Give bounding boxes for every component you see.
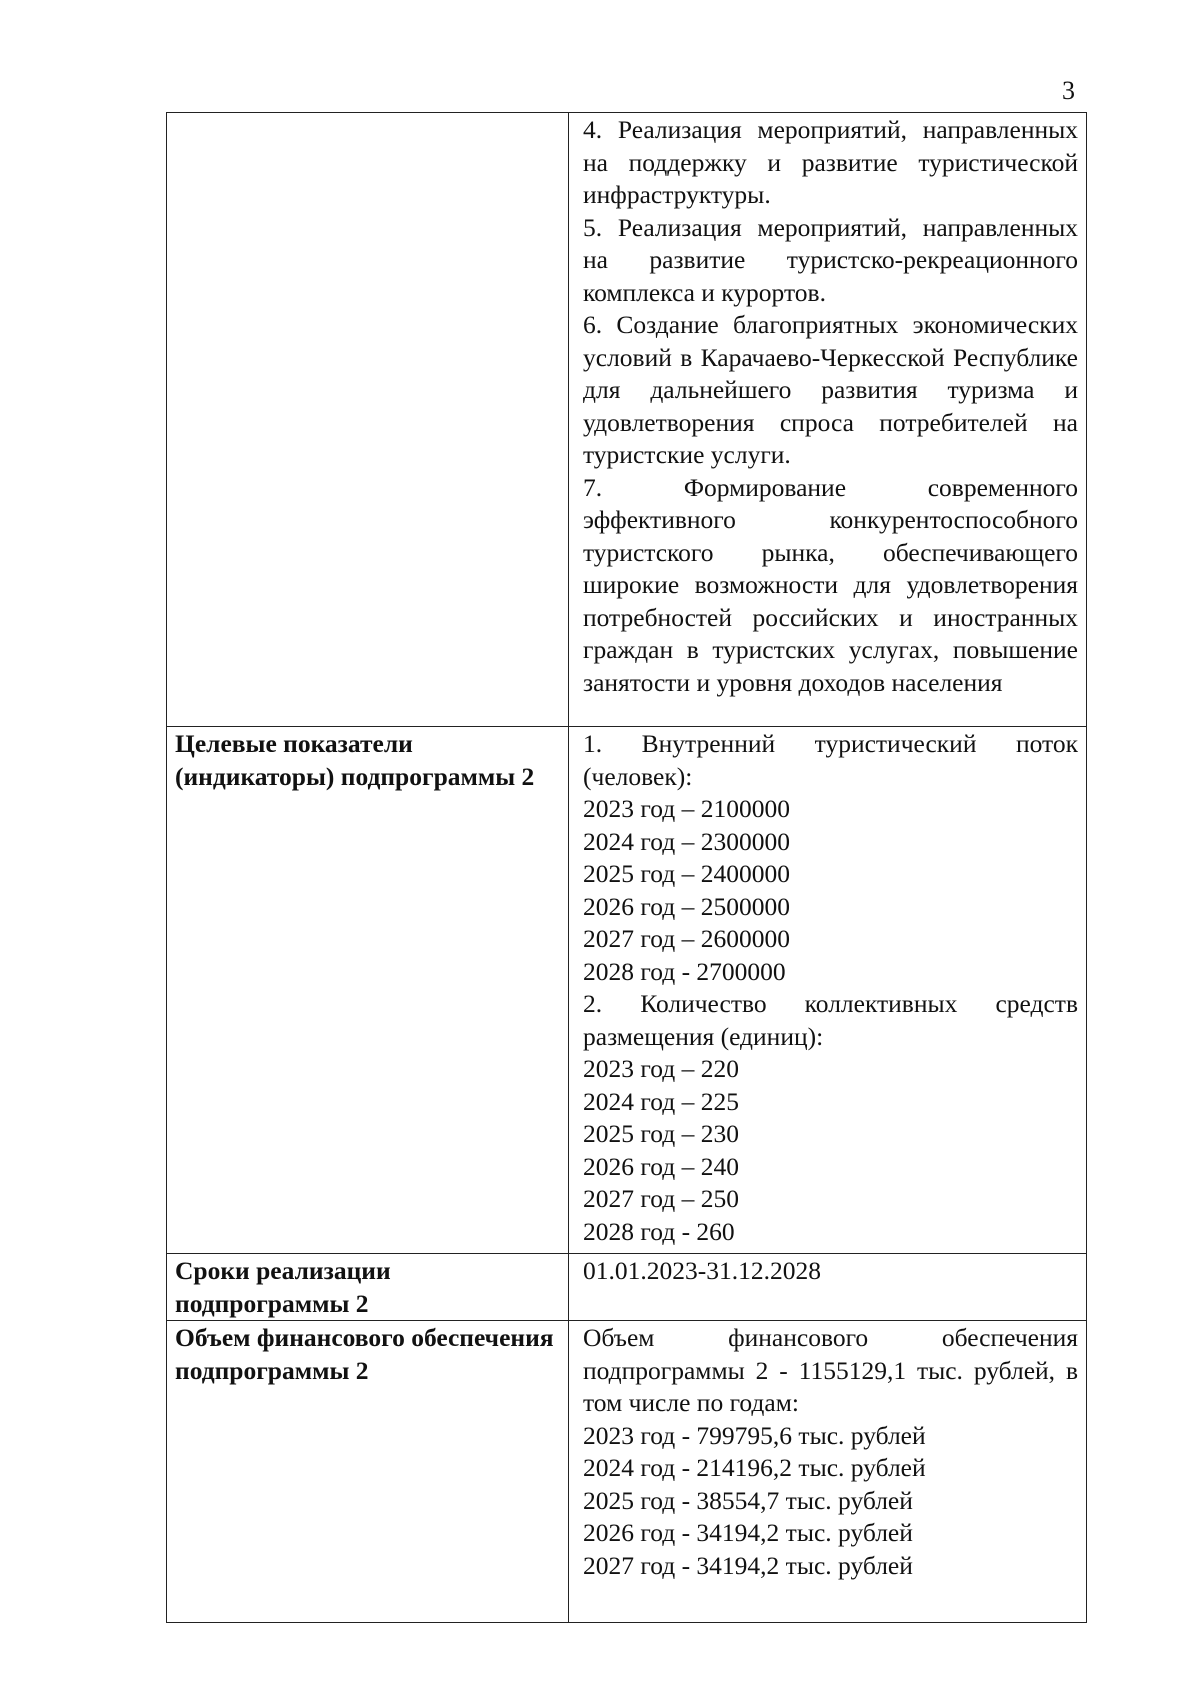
table-row-period [167, 1254, 1087, 1321]
period-value: 01.01.2023-31.12.2028 [583, 1256, 821, 1285]
row-label: Сроки реализации подпрограммы 2 [167, 1254, 569, 1321]
row-content [569, 1254, 1087, 1321]
indicator-value: 2028 год - 260 [583, 1216, 735, 1246]
indicator-value: 2027 год – 250 [583, 1184, 739, 1213]
row-content [569, 113, 1087, 727]
funding-year: 2026 год - 34194,2 тыс. рублей [583, 1518, 913, 1547]
indicator-value: 2027 год – 2600000 [583, 924, 790, 953]
table-row-funding [167, 1321, 1087, 1623]
indicator-value: 2023 год – 2100000 [583, 794, 790, 823]
table-row-tasks [167, 113, 1087, 727]
indicator-value: 2026 год – 240 [583, 1151, 739, 1181]
subprogram-passport-table [166, 112, 1087, 1623]
table-row-indicators [167, 727, 1087, 1254]
funding-year: 2027 год - 34194,2 тыс. рублей [583, 1550, 913, 1580]
indicator-title: 2. Количество коллективных средств размещения (единиц): [583, 989, 1078, 1051]
row-label [167, 113, 569, 727]
indicator-value: 2026 год – 2500000 [583, 891, 790, 921]
indicator-value: 2025 год – 2400000 [583, 859, 790, 888]
task-item: 6. Создание благоприятных экономических условий в Карачаево-Черкесской Республике для дальнейшего развития туризма и удовлетворения спроса потребителей на туристские услуги. [583, 310, 1078, 469]
funding-year: 2023 год - 799795,6 тыс. рублей [583, 1420, 926, 1450]
row-content [569, 1321, 1087, 1623]
task-item: 7. Формирование современного эффективного конкурентоспособного туристского рынка, обеспечивающего широкие возможности для удовлетворения потребностей российских и иностранных граждан в туристских услугах, повышение занятости и уровня доходов населения [583, 472, 1078, 697]
indicator-value: 2023 год – 220 [583, 1054, 739, 1083]
indicator-value: 2024 год – 225 [583, 1086, 739, 1116]
row-label: Целевые показатели (индикаторы) подпрограммы 2 [167, 727, 569, 1254]
row-content [569, 727, 1087, 1254]
indicator-value: 2024 год – 2300000 [583, 826, 790, 856]
task-item: 5. Реализация мероприятий, направленных на развитие туристско-рекреационного комплекса и курортов. [583, 212, 1078, 307]
indicator-value: 2025 год – 230 [583, 1119, 739, 1148]
row-label: Объем финансового обеспечения подпрограммы 2 [167, 1321, 569, 1623]
funding-intro: Объем финансового обеспечения подпрограммы 2 - 1155129,1 тыс. рублей, в том числе по годам: [583, 1323, 1078, 1417]
funding-year: 2024 год - 214196,2 тыс. рублей [583, 1453, 926, 1482]
indicator-value: 2028 год - 2700000 [583, 956, 786, 986]
funding-year: 2025 год - 38554,7 тыс. рублей [583, 1485, 913, 1515]
indicator-title: 1. Внутренний туристический поток (человек): [583, 729, 1078, 791]
task-item: 4. Реализация мероприятий, направленных на поддержку и развитие туристической инфраструктуры. [583, 115, 1078, 209]
page-number: 3 [1062, 76, 1075, 105]
